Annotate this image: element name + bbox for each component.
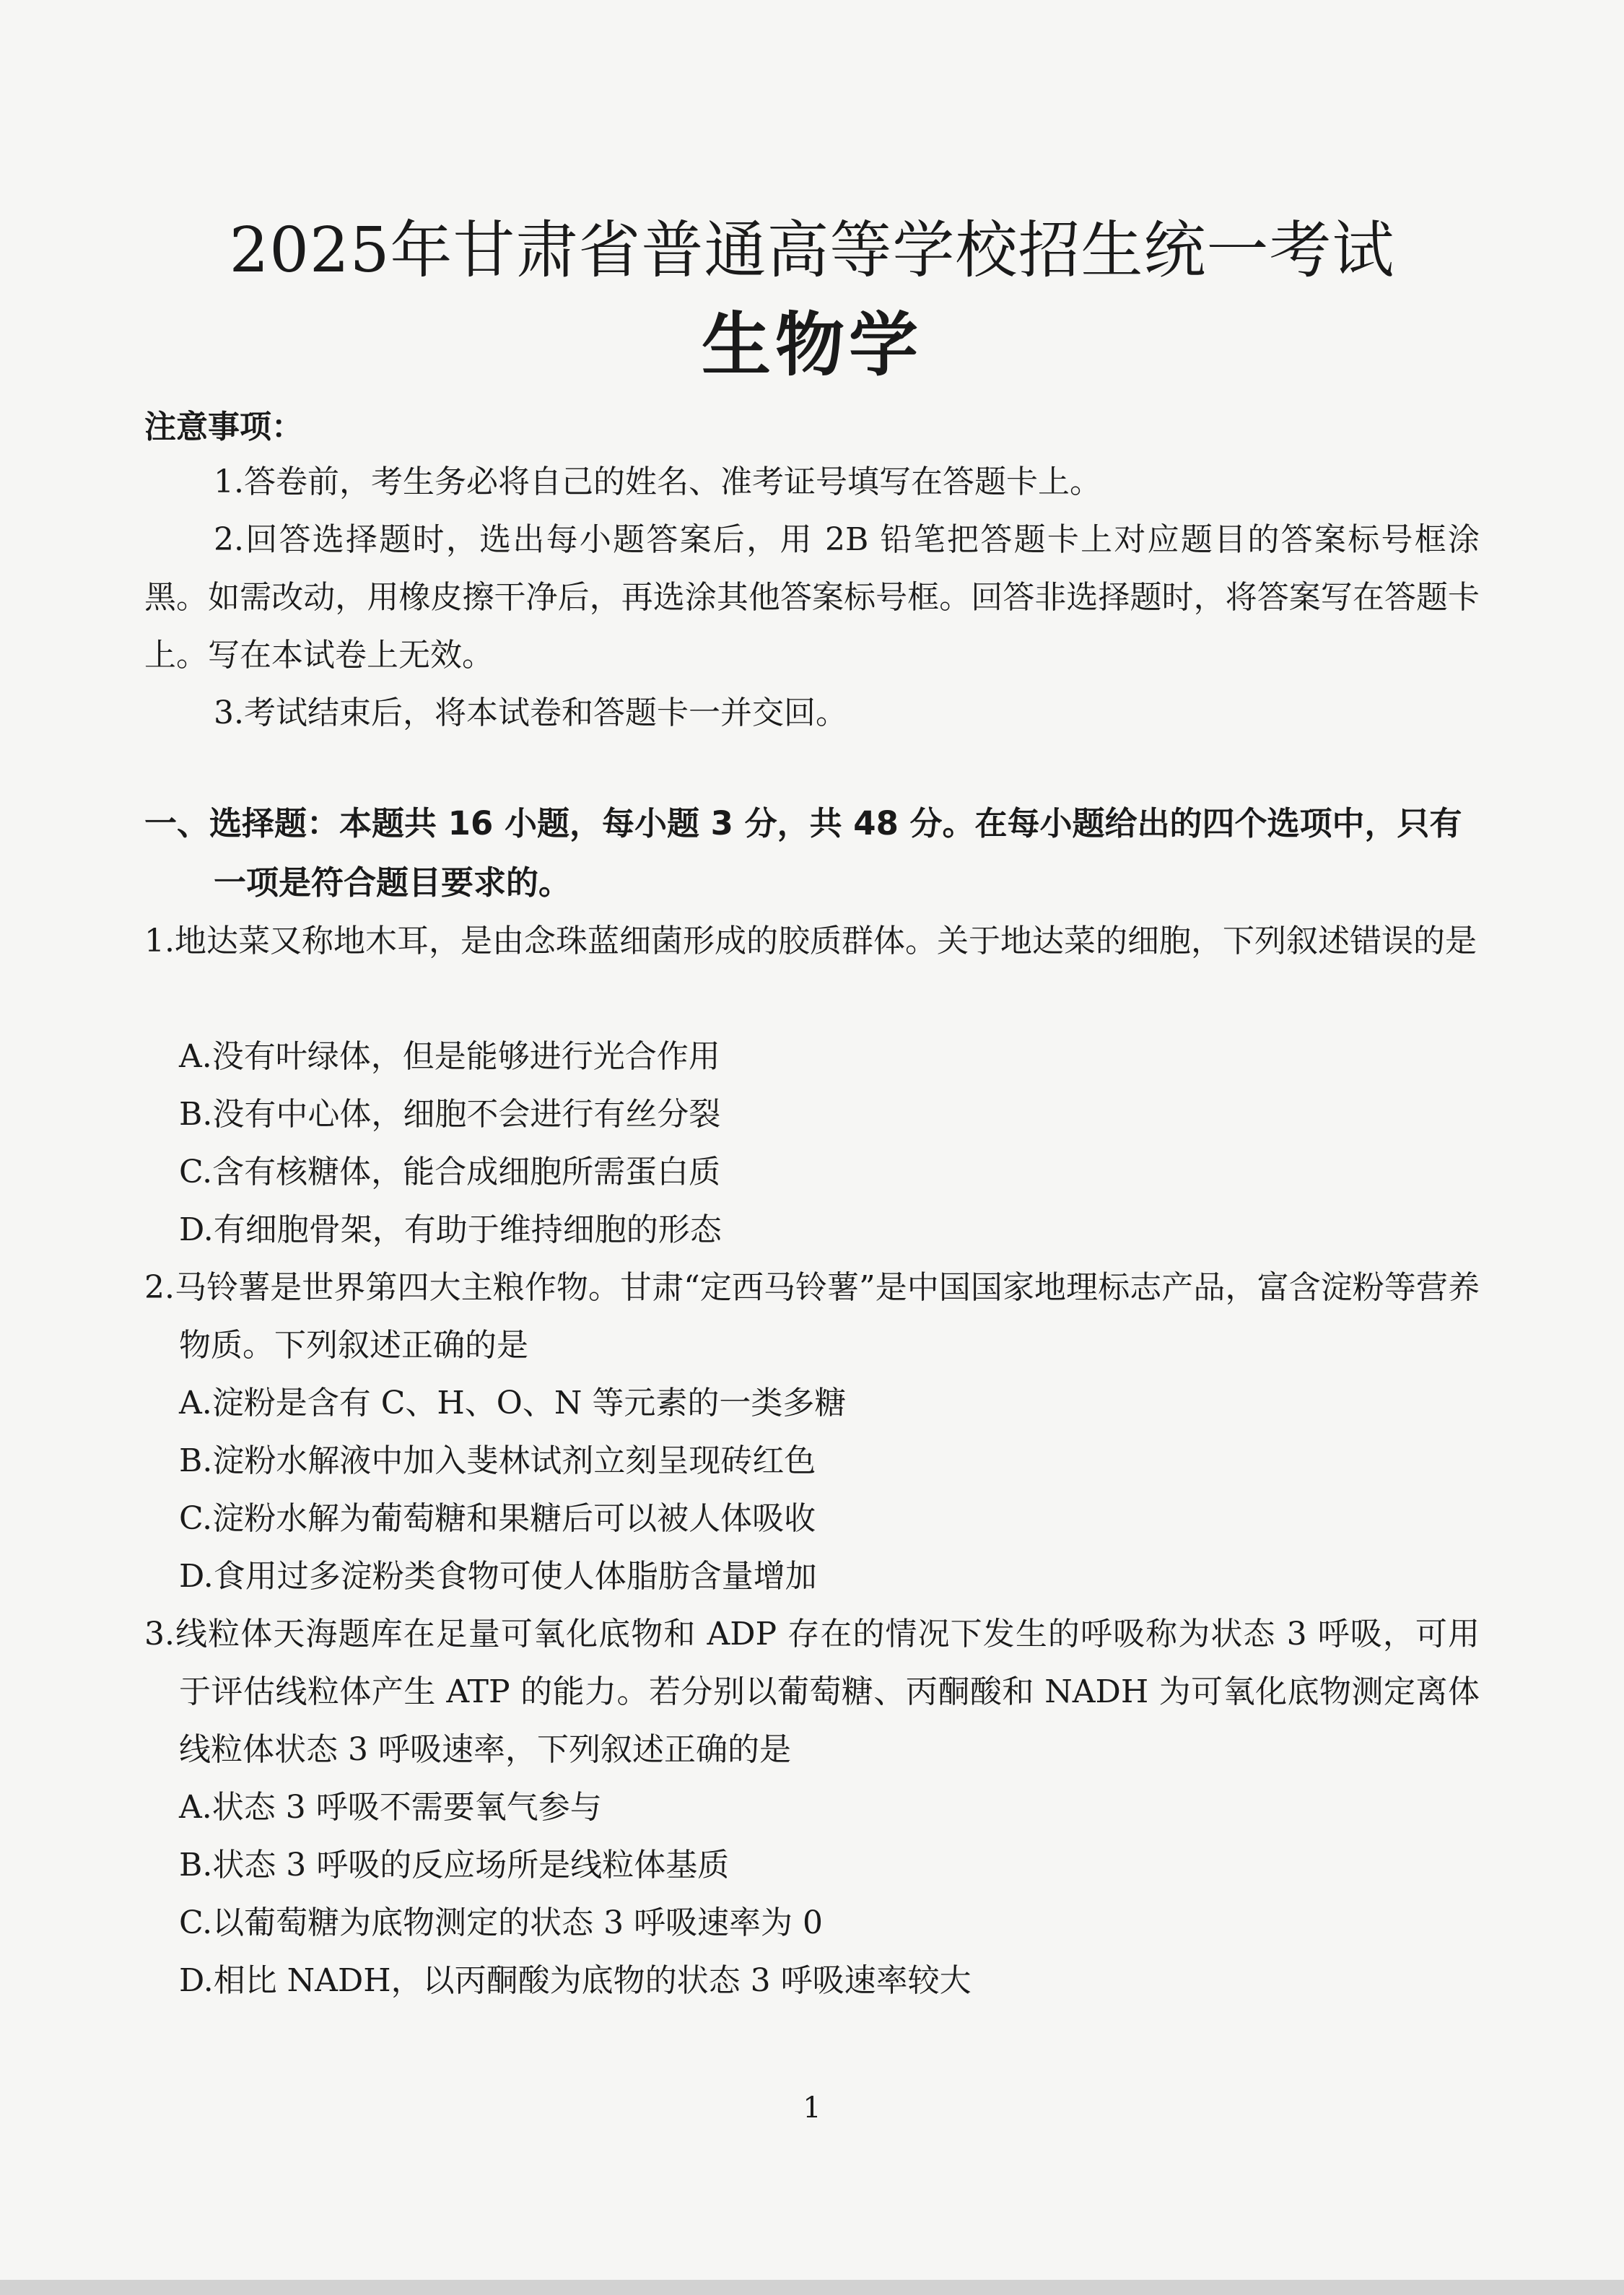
question-2-stem: 2.马铃薯是世界第四大主粮作物。甘肃“定西马铃薯”是中国国家地理标志产品，富含淀粉等营养物质。下列叙述正确的是 [144,1269,1480,1364]
question-2-option-b: B.淀粉水解液中加入斐林试剂立刻呈现砖红色 [179,1442,816,1479]
subject-title: 生物学 [702,305,922,386]
exam-title: 2025年甘肃省普通高等学校招生统一考试 [229,214,1395,287]
notice-item-2: 2.回答选择题时，选出每小题答案后，用 2B 铅笔把答题卡上对应题目的答案标号框涂黑。如需改动，用橡皮擦干净后，再选涂其他答案标号框。回答非选择题时，将答案写在答题卡上。写在本试卷上无效。 [144,521,1480,674]
section-heading: 一、选择题：本题共 16 小题，每小题 3 分，共 48 分。在每小题给出的四个选项中，只有一项是符合题目要求的。 [144,804,1462,902]
question-1-option-c: C.含有核糖体，能合成细胞所需蛋白质 [179,1154,721,1190]
notice-item-3: 3.考试结束后，将本试卷和答题卡一并交回。 [214,694,847,731]
question-3-option-a: A.状态 3 呼吸不需要氧气参与 [179,1789,602,1826]
question-3-option-c: C.以葡萄糖为底物测定的状态 3 呼吸速率为 0 [179,1904,824,1941]
question-3-stem: 3.线粒体天海题库在足量可氧化底物和 ADP 存在的情况下发生的呼吸称为状态 3 呼吸，可用于评估线粒体产生 ATP 的能力。若分别以葡萄糖、丙酮酸和 NADH 为可氧化底物测定离体线粒体状态 3 呼吸速率，下列叙述正确的是 [144,1616,1480,1768]
bottom-divider [0,2280,1624,2295]
question-2-option-a: A.淀粉是含有 C、H、O、N 等元素的一类多糖 [179,1385,847,1421]
page-number: 1 [803,2091,821,2125]
question-2-option-d: D.食用过多淀粉类食物可使人体脂肪含量增加 [179,1558,817,1595]
question-1-option-b: B.没有中心体，细胞不会进行有丝分裂 [179,1096,721,1133]
question-2-option-c: C.淀粉水解为葡萄糖和果糖后可以被人体吸收 [179,1500,816,1537]
question-1-option-a: A.没有叶绿体，但是能够进行光合作用 [179,1038,720,1075]
question-3-option-d: D.相比 NADH，以丙酮酸为底物的状态 3 呼吸速率较大 [179,1962,972,1999]
question-3-option-b: B.状态 3 呼吸的反应场所是线粒体基质 [179,1847,730,1884]
notice-heading: 注意事项： [144,409,303,445]
question-1-option-d: D.有细胞骨架，有助于维持细胞的形态 [179,1211,722,1248]
question-1-stem: 1.地达菜又称地木耳，是由念珠蓝细菌形成的胶质群体。关于地达菜的细胞，下列叙述错误的是 [144,923,1477,959]
notice-item-1: 1.答卷前，考生务必将自己的姓名、准考证号填写在答题卡上。 [214,463,1101,500]
